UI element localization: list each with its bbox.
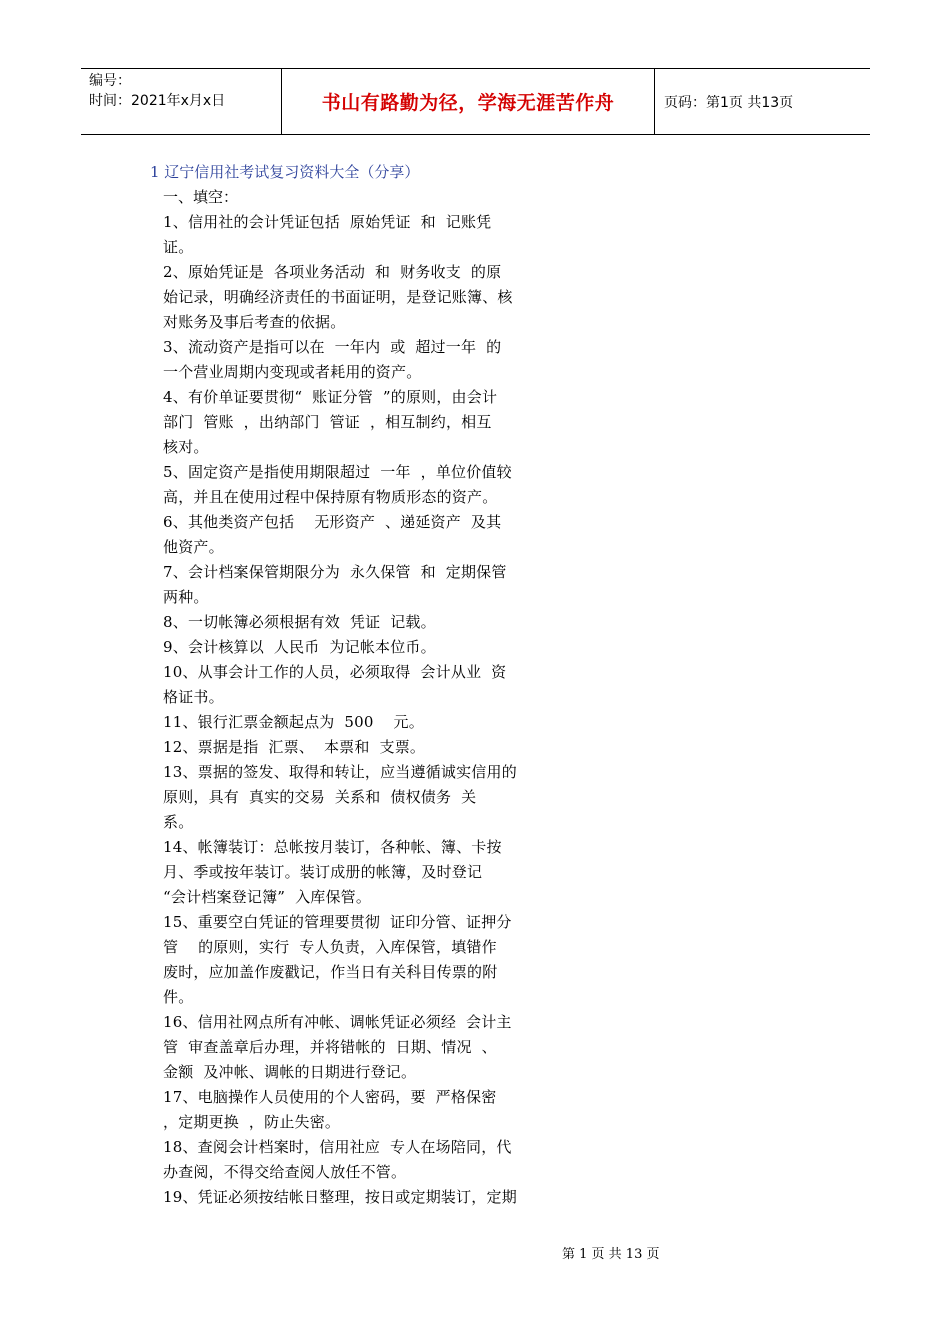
question-line: 系。 (163, 813, 194, 831)
question-item (150, 760, 563, 835)
question-item (150, 260, 563, 335)
question-line: 一个营业周期内变现或者耗用的资产。 (163, 363, 422, 381)
question-item (150, 460, 563, 510)
question-item (150, 560, 563, 610)
question-list (150, 210, 570, 1210)
question-line: 8、一切帐簿必须根据有效 凭证 记载。 (163, 613, 436, 631)
question-line: 18、查阅会计档案时，信用社应 专人在场陪同，代 (163, 1138, 512, 1156)
question-line: 19、凭证必须按结帐日整理，按日或定期装订，定期 (163, 1188, 517, 1206)
question-line: 6、其他类资产包括 无形资产 、递延资产 及其 (163, 513, 502, 531)
question-item (150, 1185, 563, 1210)
question-line: 核对。 (163, 438, 209, 456)
question-line: 14、帐簿装订：总帐按月装订，各种帐、簿、卡按 (163, 838, 502, 856)
question-line: 对账务及事后考查的依据。 (163, 313, 346, 331)
question-line: 原则，具有 真实的交易 关系和 债权债务 关 (163, 788, 477, 806)
header-meta (81, 69, 281, 134)
question-line: 2、原始凭证是 各项业务活动 和 财务收支 的原 (163, 263, 502, 281)
question-line: 3、流动资产是指可以在 一年内 或 超过一年 的 (163, 338, 502, 356)
question-line: 他资产。 (163, 538, 224, 556)
section-heading: 一、填空： (163, 188, 239, 206)
question-item (150, 1085, 563, 1135)
footer-page-number: 第 1 页 共 13 页 (562, 1247, 660, 1262)
header-motto-cell (281, 69, 655, 134)
question-item (150, 335, 563, 385)
question-line: ，定期更换 ，防止失密。 (163, 1113, 341, 1131)
question-line: 证。 (163, 238, 194, 256)
question-line: 管 审查盖章后办理，并将错帐的 日期、情况 、 (163, 1038, 497, 1056)
question-item (150, 385, 563, 460)
page-footer (0, 1246, 950, 1282)
question-item (150, 710, 563, 735)
question-line: 始记录，明确经济责任的书面证明，是登记账簿、核 (163, 288, 513, 306)
question-item (150, 210, 563, 260)
question-line: 4、有价单证要贯彻“ 账证分管 ”的原则，由会计 (163, 388, 498, 406)
question-line: 7、会计档案保管期限分为 永久保管 和 定期保管 (163, 563, 507, 581)
question-item (150, 1135, 563, 1185)
question-line: 9、会计核算以 人民币 为记帐本位币。 (163, 638, 436, 656)
question-line: 5、固定资产是指使用期限超过 一年 ，单位价值较 (163, 463, 512, 481)
document-number-label: 编号： (89, 73, 131, 89)
question-line: 11、银行汇票金额起点为 500 元。 (163, 713, 424, 731)
document-body (150, 160, 570, 1210)
question-line: 管 的原则，实行 专人负责，入库保管，填错作 (163, 938, 497, 956)
document-date: 时间：2021年x月x日 (89, 93, 226, 109)
question-line: 金额 及冲帐、调帐的日期进行登记。 (163, 1063, 417, 1081)
question-line: 格证书。 (163, 688, 224, 706)
page-header (81, 68, 870, 135)
question-line: 部门 管账 ，出纳部门 管证 ，相互制约，相互 (163, 413, 492, 431)
question-line: 件。 (163, 988, 194, 1006)
question-line: “会计档案登记簿” 入库保管。 (163, 888, 372, 906)
document-title: 1 辽宁信用社考试复习资料大全（分享） (150, 163, 420, 181)
question-item (150, 660, 563, 710)
question-line: 两种。 (163, 588, 209, 606)
question-line: 月、季或按年装订。装订成册的帐簿，及时登记 (163, 863, 483, 881)
header-motto: 书山有路勤为径，学海无涯苦作舟 (321, 92, 615, 114)
question-line: 10、从事会计工作的人员，必须取得 会计从业 资 (163, 663, 507, 681)
question-line: 16、信用社网点所有冲帐、调帐凭证必须经 会计主 (163, 1013, 512, 1031)
question-item (150, 910, 563, 1010)
question-item (150, 835, 563, 910)
header-page-info: 页码：第1页 共13页 (664, 94, 794, 111)
question-line: 13、票据的签发、取得和转让，应当遵循诚实信用的 (163, 763, 517, 781)
question-line: 17、电脑操作人员使用的个人密码，要 严格保密 (163, 1088, 497, 1106)
question-line: 12、票据是指 汇票、 本票和 支票。 (163, 738, 426, 756)
question-item (150, 735, 563, 760)
question-item (150, 610, 563, 635)
question-item (150, 1010, 563, 1085)
question-line: 1、信用社的会计凭证包括 原始凭证 和 记账凭 (163, 213, 492, 231)
question-line: 办查阅，不得交给查阅人放任不管。 (163, 1163, 407, 1181)
question-line: 高，并且在使用过程中保持原有物质形态的资产。 (163, 488, 498, 506)
question-item (150, 510, 563, 560)
question-line: 15、重要空白凭证的管理要贯彻 证印分管、证押分 (163, 913, 512, 931)
question-line: 废时，应加盖作废戳记，作当日有关科目传票的附 (163, 963, 498, 981)
question-item (150, 635, 563, 660)
header-page-info-cell (655, 69, 870, 134)
